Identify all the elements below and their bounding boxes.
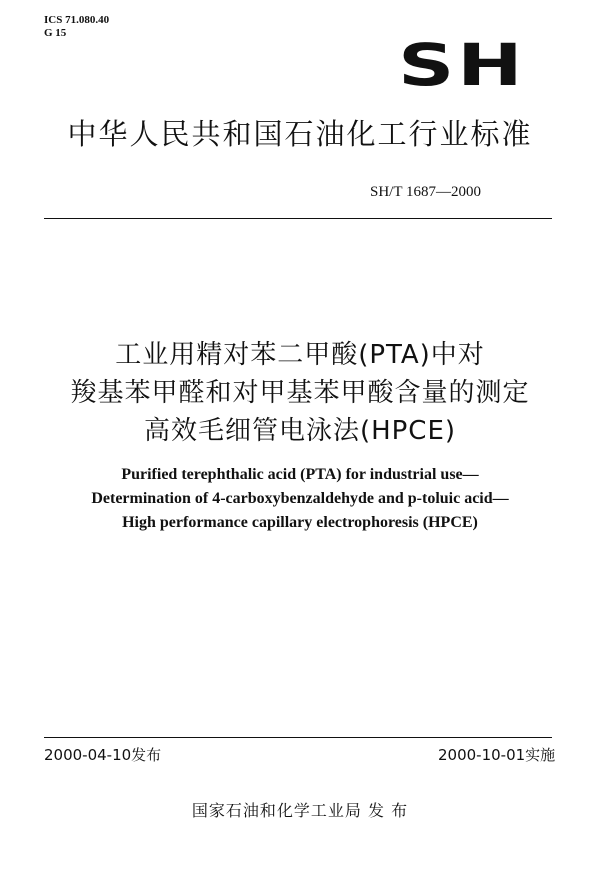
sh-logo: SH xyxy=(398,31,526,99)
standard-number: SH/T 1687—2000 xyxy=(370,184,481,200)
implementation-date: 2000-10-01实施 xyxy=(438,746,556,764)
issue-date: 2000-04-10发布 xyxy=(44,746,162,764)
english-title-line: High performance capillary electrophoresis (HPCE) xyxy=(122,514,478,531)
english-title-line: Purified terephthalic acid (PTA) for industrial use— xyxy=(121,466,479,483)
top-divider xyxy=(44,218,552,219)
chinese-title-line: 工业用精对苯二甲酸(PTA)中对 xyxy=(115,340,485,370)
ics-code: ICS 71.080.40 xyxy=(44,14,110,26)
classification-codes xyxy=(44,14,109,40)
publisher: 国家石油和化学工业局 发 布 xyxy=(191,801,409,820)
english-title xyxy=(0,463,600,535)
ccs-code: G 15 xyxy=(44,27,67,39)
chinese-title-line: 高效毛细管电泳法(HPCE) xyxy=(143,416,457,446)
bottom-divider xyxy=(44,737,552,738)
chinese-title-line: 羧基苯甲醛和对甲基苯甲酸含量的测定 xyxy=(70,378,530,408)
chinese-title xyxy=(0,336,600,450)
org-title: 中华人民共和国石油化工行业标准 xyxy=(67,117,533,151)
english-title-line: Determination of 4-carboxybenzaldehyde and p-toluic acid— xyxy=(91,490,509,507)
